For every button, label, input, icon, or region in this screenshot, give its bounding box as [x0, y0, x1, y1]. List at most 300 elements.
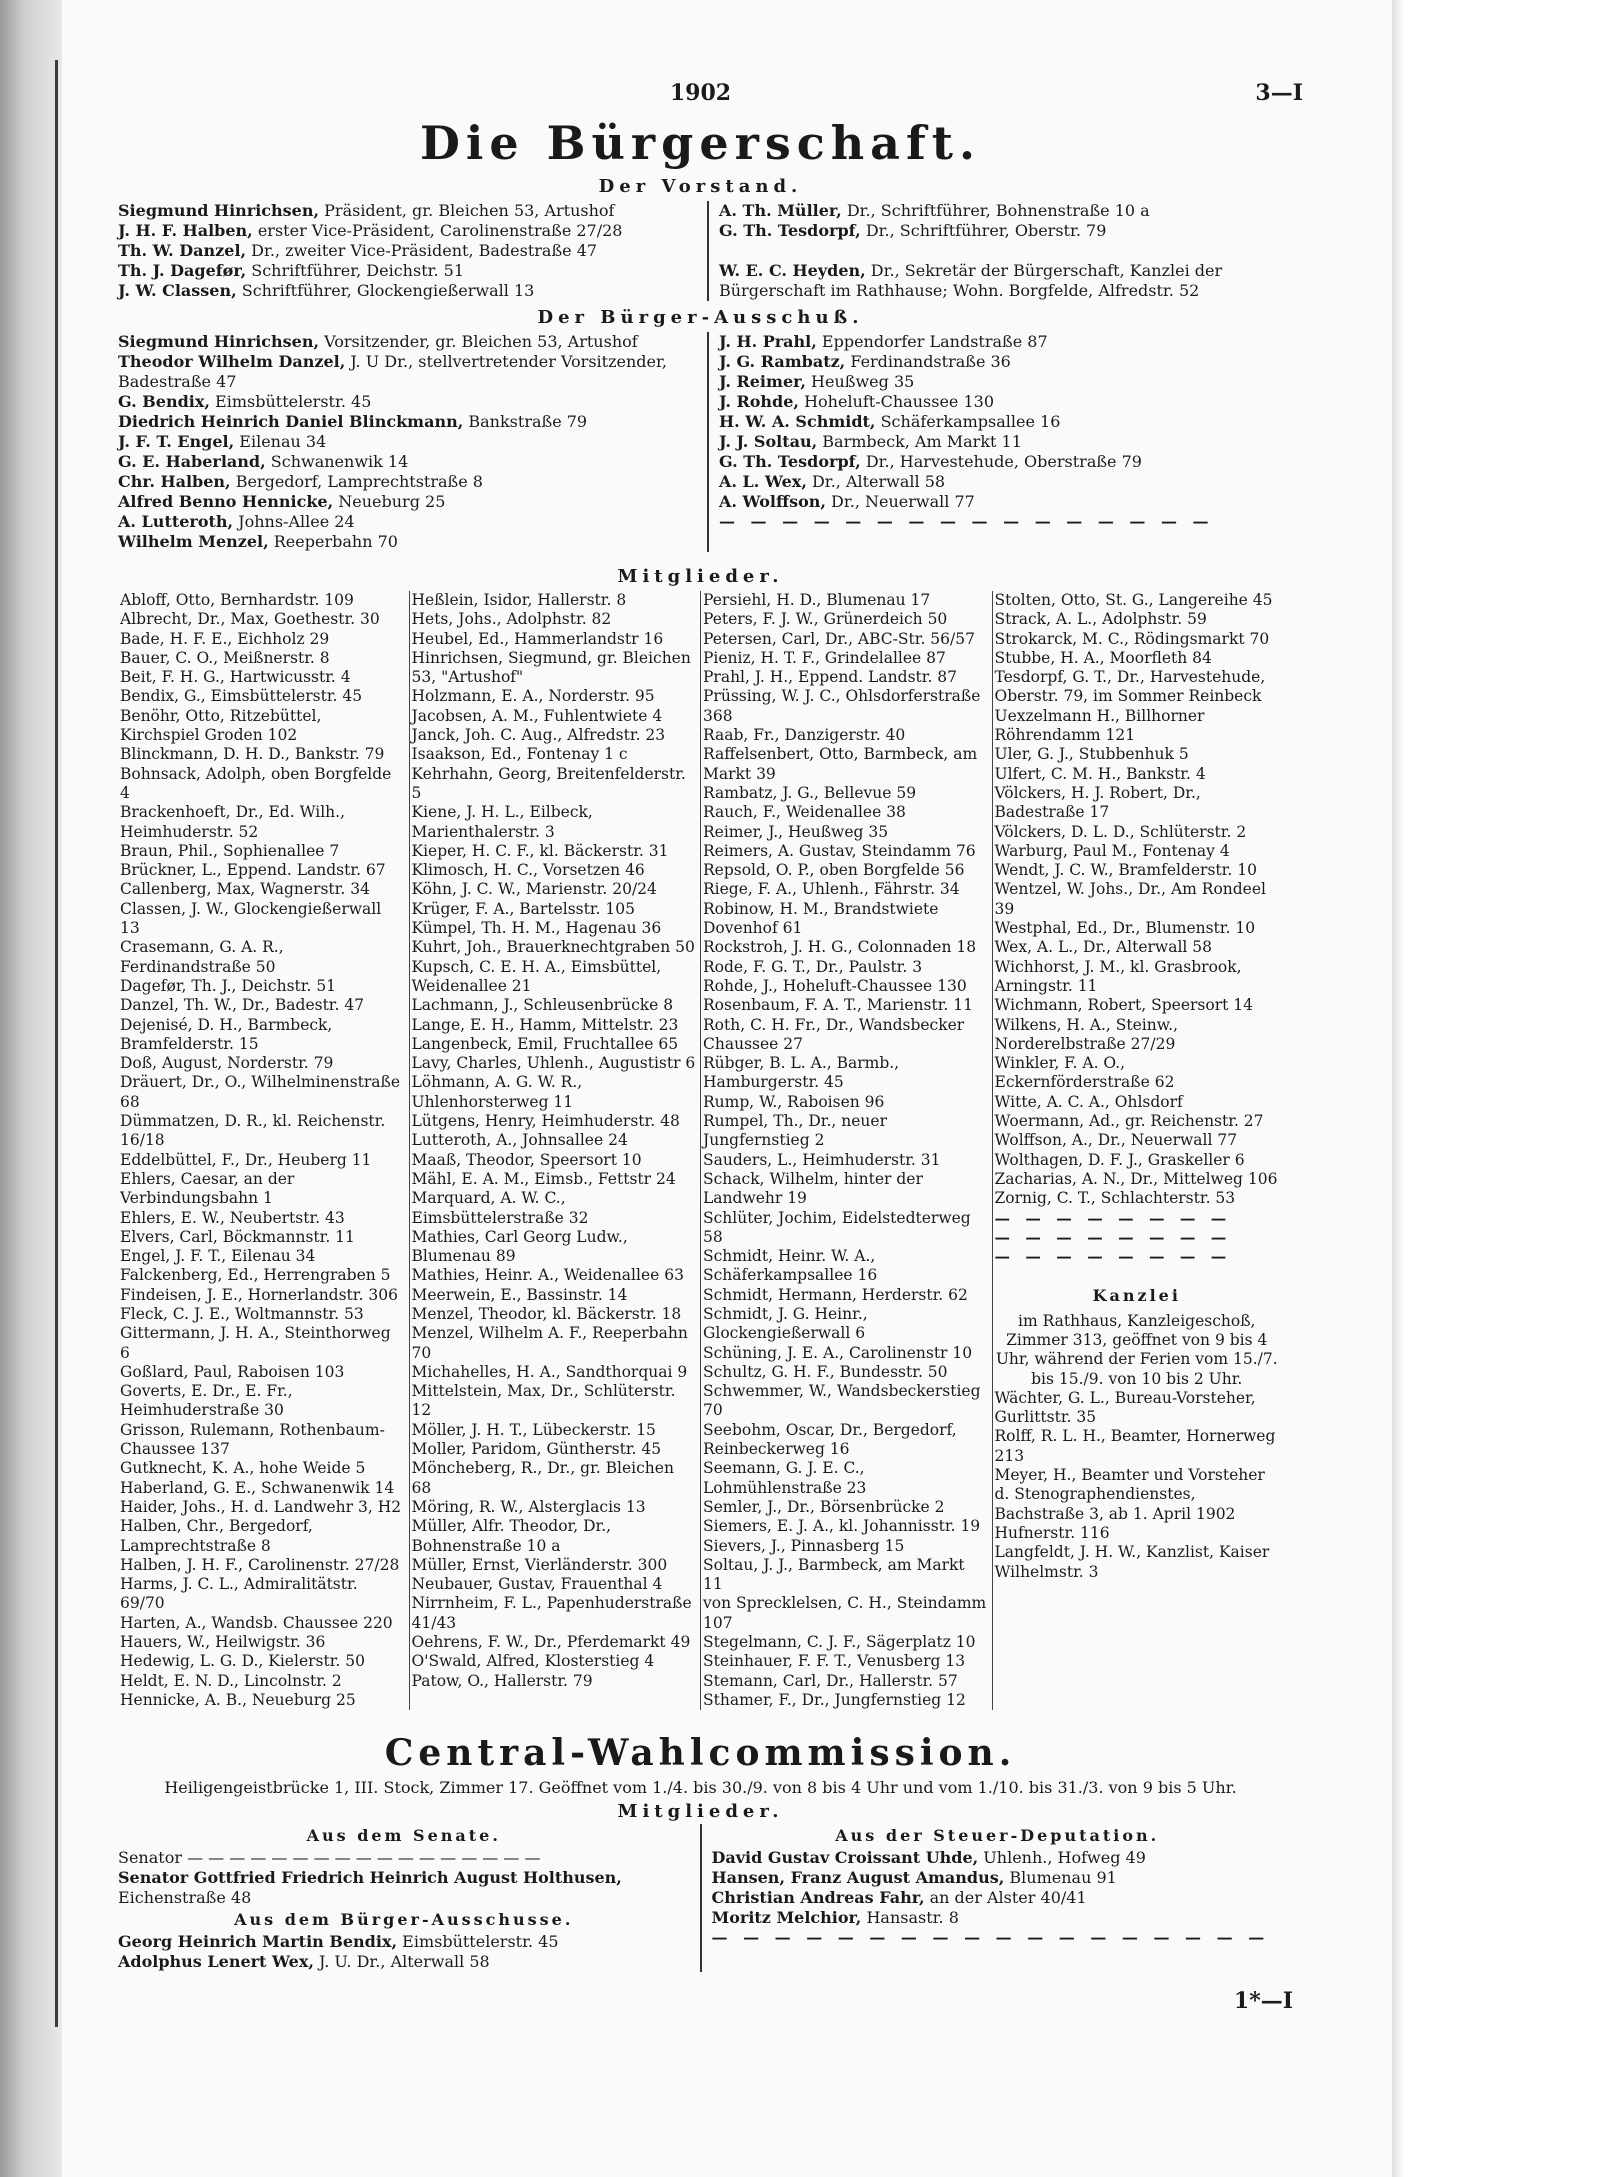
- entry-name: J. F. T. Engel,: [118, 432, 235, 451]
- member-entry: Callenberg, Max, Wagnerstr. 34: [120, 880, 370, 899]
- member-entry: Lachmann, J., Schleusenbrücke 8: [411, 996, 674, 1015]
- mitglieder-column-3: [700, 591, 992, 1710]
- directory-entry: [719, 352, 1283, 372]
- entry-details: Dr., Sekretär der Bürgerschaft, Kanzlei der Bürgerschaft im Rathhause; Wohn. Borgfelde, Alfredstr. 52: [718, 261, 1223, 300]
- senate-list: [118, 1848, 690, 1908]
- member-entry: Kieper, H. C. F., kl. Bäckerstr. 31: [411, 841, 669, 860]
- kanzlei-staff-list: [995, 1389, 1280, 1582]
- member-entry: Schmidt, J. G. Heinr., Glockengießerwall 6: [703, 1304, 868, 1343]
- member-entry: Hennicke, A. B., Neueburg 25: [120, 1690, 356, 1709]
- member-entry: Ehlers, E. W., Neubertstr. 43: [120, 1208, 345, 1227]
- entry-details: Neueburg 25: [333, 492, 446, 511]
- member-entry: Heßlein, Isidor, Hallerstr. 8: [411, 591, 627, 609]
- ausschuss-dashes: — — — — — — — — — — — — — — — —: [718, 512, 1214, 531]
- member-entry: Fleck, C. J. E., Woltmannstr. 53: [120, 1304, 364, 1323]
- central-address: Heiligengeistbrücke 1, III. Stock, Zimmer 17. Geöffnet vom 1./4. bis 30./9. von 8 bis 4 Uhr und vom 1./10. bis 31./3. von 9 bis 5 Uhr.: [164, 1778, 1237, 1798]
- member-entry: Dräuert, Dr., O., Wilhelminenstraße 68: [120, 1073, 401, 1111]
- vorstand-right-column: [707, 201, 1283, 301]
- entry-name: David Gustav Croissant Uhde,: [711, 1848, 979, 1868]
- mitglieder-col4-dashes: — — — — — — — —: [994, 1227, 1232, 1247]
- ausschuss-section: [118, 332, 1283, 552]
- central-left-column: [118, 1824, 700, 1972]
- running-header: [118, 80, 1303, 110]
- member-entry: Zacharias, A. N., Dr., Mittelweg 106: [994, 1169, 1278, 1188]
- member-entry: Petersen, Carl, Dr., ABC-Str. 56/57: [703, 629, 975, 648]
- entry-name: J. G. Rambatz,: [718, 352, 846, 371]
- member-entry: Dagefør, Th. J., Deichstr. 51: [120, 976, 337, 995]
- member-entry: Dejenisé, D. H., Barmbeck, Bramfelderstr. 15: [120, 1015, 333, 1053]
- member-entry: Crasemann, G. A. R., Ferdinandstraße 50: [120, 938, 284, 976]
- member-entry: Wolthagen, D. F. J., Graskeller 6: [994, 1150, 1245, 1169]
- member-entry: Möring, R. W., Alsterglacis 13: [411, 1497, 646, 1516]
- entry-name: Alfred Benno Hennicke,: [118, 492, 334, 511]
- directory-entry: [719, 492, 1283, 512]
- directory-entry: [719, 201, 1283, 221]
- member-entry: Danzel, Th. W., Dr., Badestr. 47: [120, 996, 365, 1015]
- member-entry: Heldt, E. N. D., Lincolnstr. 2: [120, 1671, 342, 1690]
- vorstand-heading: Der Vorstand.: [598, 176, 803, 197]
- member-entry: Abloff, Otto, Bernhardstr. 109: [120, 591, 354, 609]
- member-entry: Wex, A. L., Dr., Alterwall 58: [994, 938, 1213, 957]
- member-entry: Uexzelmann H., Billhorner Röhrendamm 121: [994, 706, 1205, 745]
- member-entry: von Sprecklelsen, C. H., Steindamm 107: [703, 1594, 987, 1632]
- entry-name: J. W. Classen,: [118, 281, 237, 300]
- member-entry: Hets, Johs., Adolphstr. 82: [411, 610, 612, 629]
- member-entry: Bade, H. F. E., Eichholz 29: [120, 629, 330, 648]
- member-entry: Raffelsenbert, Otto, Barmbeck, am Markt 39: [703, 745, 978, 783]
- member-entry: Lange, E. H., Hamm, Mittelstr. 23: [411, 1015, 679, 1034]
- member-entry: Soltau, J. J., Barmbeck, am Markt 11: [703, 1555, 965, 1594]
- directory-entry: [719, 472, 1283, 492]
- entry-details: Schriftführer, Deichstr. 51: [246, 261, 465, 280]
- member-entry: Müller, Alfr. Theodor, Dr., Bohnenstraße 10 a: [411, 1517, 612, 1555]
- directory-entry: [712, 1848, 1284, 1868]
- entry-name: G. E. Haberland,: [118, 452, 266, 471]
- member-entry: Bauer, C. O., Meißnerstr. 8: [120, 648, 330, 667]
- member-entry: Maaß, Theodor, Speersort 10: [411, 1150, 642, 1169]
- scan-binding-edge: [0, 0, 62, 2177]
- member-entry: Wichmann, Robert, Speersort 14: [994, 996, 1253, 1015]
- member-entry: Uler, G. J., Stubbenhuk 5: [994, 745, 1189, 764]
- directory-entry: [118, 392, 697, 412]
- directory-entry: [719, 261, 1283, 301]
- entry-details: Eichenstraße 48: [118, 1888, 252, 1908]
- member-entry: Raab, Fr., Danzigerstr. 40: [703, 726, 906, 745]
- directory-entry: [118, 452, 697, 472]
- member-entry: Hinrichsen, Siegmund, gr. Bleichen 53, "Artushof": [411, 648, 691, 687]
- member-entry: Bendix, G., Eimsbüttelerstr. 45: [120, 687, 363, 706]
- member-entry: Schüning, J. E. A., Carolinenstr 10: [703, 1343, 973, 1362]
- member-entry: Rumpel, Th., Dr., neuer Jungfernstieg 2: [703, 1112, 887, 1150]
- member-entry: Haberland, G. E., Schwanenwik 14: [120, 1478, 395, 1497]
- member-entry: Schultz, G. H. F., Bundesstr. 50: [703, 1362, 948, 1381]
- member-entry: Kiene, J. H. L., Eilbeck, Marienthalerstr. 3: [411, 803, 593, 841]
- member-entry: Neubauer, Gustav, Frauenthal 4: [411, 1575, 663, 1594]
- member-entry: Reimer, J., Heußweg 35: [703, 822, 889, 841]
- directory-entry: [118, 261, 697, 281]
- member-entry: Rosenbaum, F. A. T., Marienstr. 11: [703, 996, 973, 1015]
- member-entry: Elvers, Carl, Böckmannstr. 11: [120, 1227, 355, 1246]
- mitglieder-columns: [118, 591, 1283, 1710]
- mitglieder-column-4: [992, 591, 1284, 1710]
- entry-details: Bergedorf, Lamprechtstraße 8: [230, 472, 483, 491]
- entry-name: A. L. Wex,: [718, 472, 807, 491]
- page-content: [118, 80, 1303, 2028]
- central-heading: Central-Wahlcommission.: [384, 1732, 1017, 1775]
- entry-name: Chr. Halben,: [118, 472, 231, 491]
- buerger-ausschuss-list: [118, 1932, 690, 1972]
- member-entry: Mathies, Carl Georg Ludw., Blumenau 89: [411, 1227, 628, 1266]
- directory-entry: [719, 221, 1283, 241]
- entry-name: Diedrich Heinrich Daniel Blinckmann,: [118, 412, 464, 431]
- entry-details: Eimsbüttelerstr. 45: [209, 392, 372, 411]
- entry-details: Ferdinandstraße 36: [845, 352, 1011, 371]
- entry-name: Adolphus Lenert Wex,: [118, 1952, 314, 1972]
- member-entry: Kuhrt, Joh., Brauerknechtgraben 50: [411, 938, 695, 957]
- member-entry: Grisson, Rulemann, Rothenbaum-Chaussee 137: [120, 1420, 385, 1459]
- steuer-deputation-heading: Aus der Steuer-Deputation.: [835, 1826, 1160, 1846]
- directory-entry: [118, 201, 697, 221]
- member-entry: Classen, J. W., Glockengießerwall 13: [120, 899, 382, 938]
- member-entry: Klimosch, H. C., Vorsetzen 46: [411, 861, 645, 880]
- member-entry: Brückner, L., Eppend. Landstr. 67: [120, 861, 386, 880]
- member-entry: Möller, J. H. T., Lübeckerstr. 15: [411, 1420, 656, 1439]
- member-entry: Schmidt, Heinr. W. A., Schäferkampsallee 16: [703, 1247, 878, 1285]
- vorstand-left-column: [118, 201, 707, 301]
- entry-details: Bankstraße 79: [463, 412, 588, 431]
- entry-name: Christian Andreas Fahr,: [711, 1888, 925, 1908]
- entry-details: Vorsitzender, gr. Bleichen 53, Artushof: [319, 332, 638, 351]
- entry-details: Schwanenwik 14: [265, 452, 409, 471]
- entry-name: J. Rohde,: [718, 392, 799, 411]
- mitglieder-column-4-list: [995, 591, 1280, 1209]
- member-entry: Bohnsack, Adolph, oben Borgfelde 4: [120, 764, 392, 802]
- member-entry: Seemann, G. J. E. C., Lohmühlenstraße 23: [703, 1459, 867, 1497]
- member-entry: Warburg, Paul M., Fontenay 4: [994, 841, 1230, 860]
- directory-entry: [719, 241, 1283, 261]
- directory-entry: [712, 1868, 1284, 1888]
- member-entry: Roth, C. H. Fr., Dr., Wandsbecker Chaussee 27: [703, 1015, 965, 1053]
- member-entry: Isaakson, Ed., Fontenay 1 c: [411, 745, 628, 764]
- member-entry: Persiehl, H. D., Blumenau 17: [703, 591, 931, 609]
- ausschuss-right-column: [707, 332, 1283, 552]
- entry-name: A. Lutteroth,: [118, 512, 234, 531]
- ausschuss-heading: Der Bürger-Ausschuß.: [537, 307, 864, 328]
- member-entry: Marquard, A. W. C., Eimsbüttelerstraße 32: [411, 1189, 589, 1227]
- member-entry: Möncheberg, R., Dr., gr. Bleichen 68: [411, 1459, 674, 1497]
- senate-heading: Aus dem Senate.: [306, 1826, 501, 1846]
- directory-entry: [118, 532, 697, 552]
- member-entry: O'Swald, Alfred, Klosterstieg 4: [411, 1652, 655, 1671]
- ausschuss-right-list: [719, 332, 1283, 512]
- member-entry: Wolffson, A., Dr., Neuerwall 77: [994, 1131, 1238, 1150]
- page-footer: [118, 1988, 1293, 2028]
- entry-details: Dr., Alterwall 58: [806, 472, 946, 491]
- entry-name: A. Th. Müller,: [718, 201, 842, 220]
- entry-details: Dr., Schriftführer, Bohnenstraße 10 a: [841, 201, 1150, 220]
- vorstand-section: [118, 201, 1283, 301]
- entry-name: Georg Heinrich Martin Bendix,: [118, 1932, 398, 1952]
- mitglieder-col4-dashes: — — — — — — — —: [994, 1208, 1232, 1228]
- member-entry: Menzel, Theodor, kl. Bäckerstr. 18: [411, 1304, 682, 1323]
- member-entry: Rump, W., Raboisen 96: [703, 1092, 885, 1111]
- entry-details: Reeperbahn 70: [268, 532, 398, 551]
- member-entry: Dümmatzen, D. R., kl. Reichenstr. 16/18: [120, 1112, 386, 1150]
- member-entry: Gittermann, J. H. A., Steinthorweg 6: [120, 1324, 391, 1362]
- entry-name: G. Bendix,: [118, 392, 210, 411]
- member-entry: Halben, J. H. F., Carolinenstr. 27/28: [120, 1555, 400, 1574]
- member-entry: Prahl, J. H., Eppend. Landstr. 87: [703, 668, 958, 687]
- member-entry: Strokarck, M. C., Rödingsmarkt 70: [994, 629, 1270, 648]
- entry-details: Dr., Neuerwall 77: [825, 492, 975, 511]
- member-entry: Schlüter, Jochim, Eidelstedterweg 58: [703, 1208, 971, 1246]
- member-entry: Hauers, W., Heilwigstr. 36: [120, 1633, 326, 1652]
- member-entry: Stemann, Carl, Dr., Hallerstr. 57: [703, 1671, 958, 1690]
- directory-entry: [712, 1908, 1284, 1928]
- member-entry: Nirrnheim, F. L., Papenhuderstraße 41/43: [411, 1594, 692, 1632]
- member-entry: Wentzel, W. Johs., Dr., Am Rondeel 39: [994, 880, 1266, 918]
- entry-name: J. Reimer,: [718, 372, 806, 391]
- member-entry: Jacobsen, A. M., Fuhlentwiete 4: [411, 706, 663, 725]
- entry-details: Präsident, gr. Bleichen 53, Artushof: [319, 201, 615, 220]
- member-entry: Sthamer, F., Dr., Jungfernstieg 12: [703, 1690, 966, 1709]
- member-entry: Lütgens, Henry, Heimhuderstr. 48: [411, 1112, 680, 1131]
- member-entry: Ulfert, C. M. H., Bankstr. 4: [994, 764, 1206, 783]
- steuer-deputation-list: [712, 1848, 1284, 1928]
- member-entry: Tesdorpf, G. T., Dr., Harvestehude, Oberstr. 79, im Sommer Reinbeck: [994, 668, 1266, 706]
- member-entry: Pieniz, H. T. F., Grindelallee 87: [703, 648, 946, 667]
- member-entry: Blinckmann, D. H. D., Bankstr. 79: [120, 745, 385, 764]
- member-entry: Mittelstein, Max, Dr., Schlüterstr. 12: [411, 1382, 676, 1420]
- member-entry: Wendt, J. C. W., Bramfelderstr. 10: [994, 861, 1257, 880]
- member-entry: Völckers, D. L. D., Schlüterstr. 2: [994, 822, 1247, 841]
- member-entry: Stegelmann, C. J. F., Sägerplatz 10: [703, 1633, 976, 1652]
- central-members: [118, 1824, 1283, 1972]
- member-entry: Krüger, F. A., Bartelsstr. 105: [411, 899, 635, 918]
- member-entry: Reimers, A. Gustav, Steindamm 76: [703, 841, 976, 860]
- kanzlei-staff-entry: Langfeldt, J. H. W., Kanzlist, Kaiser Wilhelmstr. 3: [994, 1543, 1270, 1581]
- directory-entry: [719, 372, 1283, 392]
- entry-details: Heußweg 35: [805, 372, 915, 391]
- entry-details: Senator — — — — — — — — — — — — — — — — —: [118, 1848, 541, 1868]
- member-entry: Sievers, J., Pinnasberg 15: [703, 1536, 905, 1555]
- kanzlei-staff-entry: Rolff, R. L. H., Beamter, Hornerweg 213: [994, 1427, 1276, 1465]
- member-entry: Rockstroh, J. H. G., Colonnaden 18: [703, 938, 977, 957]
- directory-entry: [118, 1952, 690, 1972]
- entry-details: J. U Dr., stellvertretender Vorsitzender, Badestraße 47: [118, 352, 667, 391]
- member-entry: Halben, Chr., Bergedorf, Lamprechtstraße 8: [120, 1517, 313, 1555]
- directory-entry: [118, 1868, 690, 1908]
- member-entry: Engel, J. F. T., Eilenau 34: [120, 1247, 316, 1266]
- member-entry: Rauch, F., Weidenallee 38: [703, 803, 906, 822]
- member-entry: Siemers, E. J. A., kl. Johannisstr. 19: [703, 1517, 981, 1536]
- member-entry: Westphal, Ed., Dr., Blumenstr. 10: [994, 919, 1256, 938]
- entry-name: Siegmund Hinrichsen,: [118, 332, 320, 351]
- member-entry: Robinow, H. M., Brandstwiete Dovenhof 61: [703, 899, 939, 938]
- member-entry: Brackenhoeft, Dr., Ed. Wilh., Heimhuderstr. 52: [120, 803, 345, 841]
- entry-details: Eimsbüttelerstr. 45: [397, 1932, 559, 1952]
- entry-name: A. Wolffson,: [718, 492, 826, 511]
- member-entry: Wilkens, H. A., Steinw., Norderelbstraße 27/29: [994, 1015, 1179, 1053]
- member-entry: Kehrhahn, Georg, Breitenfelderstr. 5: [411, 764, 686, 802]
- member-entry: Janck, Joh. C. Aug., Alfredstr. 23: [411, 726, 666, 745]
- directory-entry: [118, 221, 697, 241]
- entry-details: Hoheluft-Chaussee 130: [799, 392, 994, 411]
- kanzlei-heading: Kanzlei: [1092, 1286, 1181, 1306]
- member-entry: Braun, Phil., Sophienallee 7: [120, 841, 340, 860]
- member-entry: Repsold, O. P., oben Borgfelde 56: [703, 861, 965, 880]
- entry-details: Eilenau 34: [234, 432, 327, 451]
- entry-details: Dr., Schriftführer, Oberstr. 79: [860, 221, 1107, 240]
- member-entry: Müller, Ernst, Vierländerstr. 300: [411, 1555, 668, 1574]
- member-entry: Prüssing, W. J. C., Ohlsdorferstraße 368: [703, 687, 981, 725]
- member-entry: Winkler, F. A. O., Eckernförderstraße 62: [994, 1054, 1175, 1092]
- entry-name: Siegmund Hinrichsen,: [118, 201, 320, 220]
- member-entry: Stubbe, H. A., Moorfleth 84: [994, 648, 1212, 667]
- entry-name: W. E. C. Heyden,: [718, 261, 866, 280]
- directory-entry: [719, 412, 1283, 432]
- entry-details: Schäferkampsallee 16: [875, 412, 1061, 431]
- entry-details: J. U. Dr., Alterwall 58: [313, 1952, 490, 1972]
- member-entry: Lavy, Charles, Uhlenh., Augustistr 6: [411, 1054, 696, 1073]
- directory-entry: [118, 332, 697, 352]
- member-entry: Haider, Johs., H. d. Landwehr 3, H2: [120, 1497, 402, 1516]
- entry-name: H. W. A. Schmidt,: [718, 412, 876, 431]
- entry-name: J. H. F. Halben,: [118, 221, 253, 240]
- central-right-column: [700, 1824, 1284, 1972]
- entry-details: Hansastr. 8: [861, 1908, 959, 1928]
- member-entry: Zornig, C. T., Schlachterstr. 53: [994, 1189, 1236, 1208]
- entry-name: Th. W. Danzel,: [118, 241, 247, 260]
- member-entry: Michahelles, H. A., Sandthorquai 9: [411, 1362, 688, 1381]
- steuer-deputation-dashes: — — — — — — — — — — — — — — — — — —: [711, 1928, 1270, 1948]
- member-entry: Goßlard, Paul, Raboisen 103: [120, 1362, 345, 1381]
- directory-entry: [118, 412, 697, 432]
- member-entry: Doß, August, Norderstr. 79: [120, 1054, 334, 1073]
- member-entry: Rohde, J., Hoheluft-Chaussee 130: [703, 976, 967, 995]
- member-entry: Lutteroth, A., Johnsallee 24: [411, 1131, 628, 1150]
- entry-name: J. J. Soltau,: [718, 432, 818, 451]
- member-entry: Wichhorst, J. M., kl. Grasbrook, Arningstr. 11: [994, 957, 1242, 995]
- member-entry: Mathies, Heinr. A., Weidenallee 63: [411, 1266, 684, 1285]
- entry-details: an der Alster 40/41: [924, 1888, 1087, 1908]
- member-entry: Peters, F. J. W., Grünerdeich 50: [703, 610, 948, 629]
- member-entry: Findeisen, J. E., Hornerlandstr. 306: [120, 1285, 398, 1304]
- mitglieder-column-2: [409, 591, 701, 1710]
- entry-name: G. Th. Tesdorpf,: [718, 452, 861, 471]
- header-page-number: 3—I: [1255, 80, 1303, 106]
- directory-entry: [118, 432, 697, 452]
- directory-entry: [719, 432, 1283, 452]
- entry-name: G. Th. Tesdorpf,: [718, 221, 861, 240]
- member-entry: Benöhr, Otto, Ritzebüttel, Kirchspiel Groden 102: [120, 706, 322, 745]
- directory-entry: [118, 492, 697, 512]
- directory-entry: [719, 332, 1283, 352]
- member-entry: Rübger, B. L. A., Barmb., Hamburgerstr. 45: [703, 1054, 900, 1092]
- member-entry: Woermann, Ad., gr. Reichenstr. 27: [994, 1112, 1264, 1131]
- mitglieder-column-1: [118, 591, 409, 1710]
- entry-name: Theodor Wilhelm Danzel,: [118, 352, 346, 371]
- member-entry: Köhn, J. C. W., Marienstr. 20/24: [411, 880, 657, 899]
- member-entry: Semler, J., Dr., Börsenbrücke 2: [703, 1497, 945, 1516]
- entry-details: erster Vice-Präsident, Carolinenstraße 27/28: [252, 221, 623, 240]
- entry-details: Schriftführer, Glockengießerwall 13: [236, 281, 535, 300]
- central-mitglieder-heading: Mitglieder.: [617, 1801, 784, 1823]
- kanzlei-text: im Rathhaus, Kanzleigeschoß, Zimmer 313, geöffnet von 9 bis 4 Uhr, während der Ferien vom 15./7. bis 15./9. von 10 bis 2 Uhr.: [995, 1311, 1278, 1388]
- member-entry: Sauders, L., Heimhuderstr. 31: [703, 1150, 941, 1169]
- member-entry: Kupsch, C. E. H. A., Eimsbüttel, Weidenallee 21: [411, 957, 662, 995]
- kanzlei-staff-entry: Meyer, H., Beamter und Vorsteher d. Stenographendienstes, Bachstraße 3, ab 1. April 1902 Hufnerstr. 116: [994, 1466, 1265, 1542]
- member-entry: Harten, A., Wandsb. Chaussee 220: [120, 1613, 393, 1632]
- entry-name: Hansen, Franz August Amandus,: [711, 1868, 1005, 1888]
- directory-entry: [118, 281, 697, 301]
- entry-details: Uhlenh., Hofweg 49: [978, 1848, 1146, 1868]
- member-entry: Seebohm, Oscar, Dr., Bergedorf, Reinbeckerweg 16: [703, 1420, 957, 1459]
- directory-entry: [719, 452, 1283, 472]
- member-entry: Goverts, E. Dr., E. Fr., Heimhuderstraße 30: [120, 1382, 293, 1420]
- header-year: 1902: [669, 80, 732, 106]
- member-entry: Falckenberg, Ed., Herrengraben 5: [120, 1266, 391, 1285]
- member-entry: Witte, A. C. A., Ohlsdorf: [994, 1092, 1183, 1111]
- member-entry: Rode, F. G. T., Dr., Paulstr. 3: [703, 957, 923, 976]
- buerger-ausschuss-heading: Aus dem Bürger-Ausschusse.: [234, 1910, 574, 1930]
- ausschuss-left-column: [118, 332, 707, 552]
- entry-name: Th. J. Dagefør,: [118, 261, 247, 280]
- entry-name: J. H. Prahl,: [718, 332, 817, 351]
- member-entry: Harms, J. C. L., Admiralitätstr. 69/70: [120, 1575, 358, 1613]
- directory-entry: [118, 1848, 690, 1868]
- directory-entry: [712, 1888, 1284, 1908]
- member-entry: Rambatz, J. G., Bellevue 59: [703, 783, 917, 802]
- member-entry: Patow, O., Hallerstr. 79: [411, 1671, 593, 1690]
- footer-signature: 1*—I: [1233, 1988, 1293, 2015]
- entry-details: Eppendorfer Landstraße 87: [816, 332, 1048, 351]
- member-entry: Gutknecht, K. A., hohe Weide 5: [120, 1459, 366, 1478]
- member-entry: Schwemmer, W., Wandsbeckerstieg 70: [703, 1382, 981, 1420]
- entry-name: Moritz Melchior,: [711, 1908, 862, 1928]
- directory-entry: [118, 512, 697, 532]
- directory-entry: [719, 392, 1283, 412]
- page-title: Die Bürgerschaft.: [419, 116, 982, 170]
- directory-entry: [118, 352, 697, 392]
- member-entry: Holzmann, E. A., Norderstr. 95: [411, 687, 655, 706]
- entry-details: Barmbeck, Am Markt 11: [817, 432, 1022, 451]
- entry-details: Dr., zweiter Vice-Präsident, Badestraße 47: [246, 241, 598, 260]
- entry-details: Johns-Allee 24: [233, 512, 355, 531]
- member-entry: Albrecht, Dr., Max, Goethestr. 30: [120, 610, 380, 629]
- entry-name: Wilhelm Menzel,: [118, 532, 269, 551]
- member-entry: Kümpel, Th. H. M., Hagenau 36: [411, 919, 662, 938]
- member-entry: Steinhauer, F. F. T., Venusberg 13: [703, 1652, 966, 1671]
- directory-entry: [118, 1932, 690, 1952]
- member-entry: Eddelbüttel, F., Dr., Heuberg 11: [120, 1150, 372, 1169]
- entry-details: Dr., Harvestehude, Oberstraße 79: [860, 452, 1142, 471]
- page-right-edge: [1392, 0, 1404, 2177]
- entry-name: Senator Gottfried Friedrich Heinrich August Holthusen,: [118, 1868, 622, 1888]
- kanzlei-staff-entry: Wächter, G. L., Bureau-Vorsteher, Gurlittstr. 35: [994, 1388, 1256, 1427]
- member-entry: Völckers, H. J. Robert, Dr., Badestraße 17: [994, 783, 1201, 822]
- member-entry: Löhmann, A. G. W. R., Uhlenhorsterweg 11: [411, 1073, 583, 1111]
- member-entry: Heubel, Ed., Hammerlandstr 16: [411, 629, 664, 648]
- entry-details: Blumenau 91: [1004, 1868, 1117, 1888]
- member-entry: Schmidt, Hermann, Herderstr. 62: [703, 1285, 968, 1304]
- member-entry: Hedewig, L. G. D., Kielerstr. 50: [120, 1652, 365, 1671]
- directory-entry: [118, 241, 697, 261]
- member-entry: Mähl, E. A. M., Eimsb., Fettstr 24: [411, 1169, 676, 1188]
- member-entry: Oehrens, F. W., Dr., Pferdemarkt 49: [411, 1633, 691, 1652]
- mitglieder-col4-dashes: — — — — — — — —: [994, 1247, 1232, 1267]
- member-entry: Riege, F. A., Uhlenh., Fährstr. 34: [703, 880, 960, 899]
